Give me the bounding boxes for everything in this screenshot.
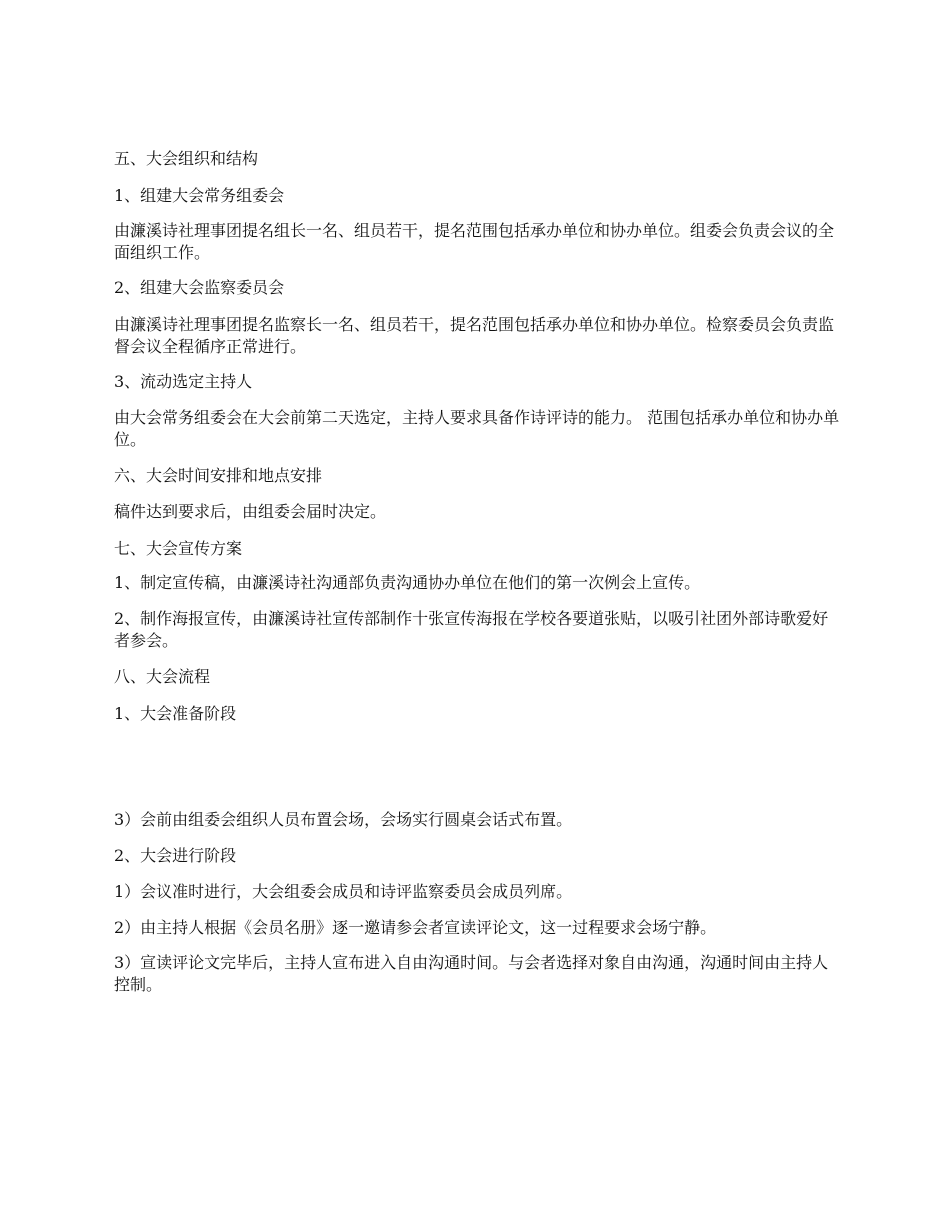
item-publicity-draft: 1、制定宣传稿，由濂溪诗社沟通部负责沟通协办单位在他们的第一次例会上宣传。 <box>114 573 701 592</box>
item-reading-papers: 2）由主持人根据《会员名册》逐一邀请参会者宣读评论文，这一过程要求会场宁静。 <box>114 918 717 937</box>
item-host-selection: 3、流动选定主持人 <box>114 372 253 391</box>
paragraph-time-venue: 稿件达到要求后，由组委会届时决定。 <box>114 502 387 521</box>
section-heading-time-venue: 六、大会时间安排和地点安排 <box>114 466 323 485</box>
item-publicity-posters: 2、制作海报宣传，由濂溪诗社宣传部制作十张宣传海报在学校各要道张贴，以吸引社团外部诗歌爱好者参会。 <box>114 609 829 650</box>
section-heading-procedure: 八、大会流程 <box>114 667 211 686</box>
section-heading-organization: 五、大会组织和结构 <box>114 149 259 168</box>
item-meeting-start: 1）会议准时进行，大会组委会成员和诗评监察委员会成员列席。 <box>114 882 573 901</box>
paragraph-organizing-committee: 由濂溪诗社理事团提名组长一名、组员若干，提名范围包括承办单位和协办单位。组委会负责会议的全面组织工作。 <box>114 221 835 262</box>
paragraph-host-selection: 由大会常务组委会在大会前第二天选定，主持人要求具备作诗评诗的能力。 范围包括承办单位和协办单位。 <box>114 408 840 449</box>
section-heading-publicity: 七、大会宣传方案 <box>114 539 243 558</box>
item-supervisory-committee: 2、组建大会监察委员会 <box>114 278 285 297</box>
item-free-discussion: 3）宣读评论文完毕后，主持人宣布进入自由沟通时间。与会者选择对象自由沟通，沟通时间由主持人控制。 <box>114 953 829 994</box>
item-meeting-stage: 2、大会进行阶段 <box>114 846 237 865</box>
item-organizing-committee: 1、组建大会常务组委会 <box>114 186 285 205</box>
paragraph-supervisory-committee: 由濂溪诗社理事团提名监察长一名、组员若干，提名范围包括承办单位和协办单位。检察委员会负责监督会议全程循序正常进行。 <box>114 315 835 356</box>
item-venue-setup: 3）会前由组委会组织人员布置会场，会场实行圆桌会话式布置。 <box>114 810 573 829</box>
item-preparation-stage: 1、大会准备阶段 <box>114 704 237 723</box>
